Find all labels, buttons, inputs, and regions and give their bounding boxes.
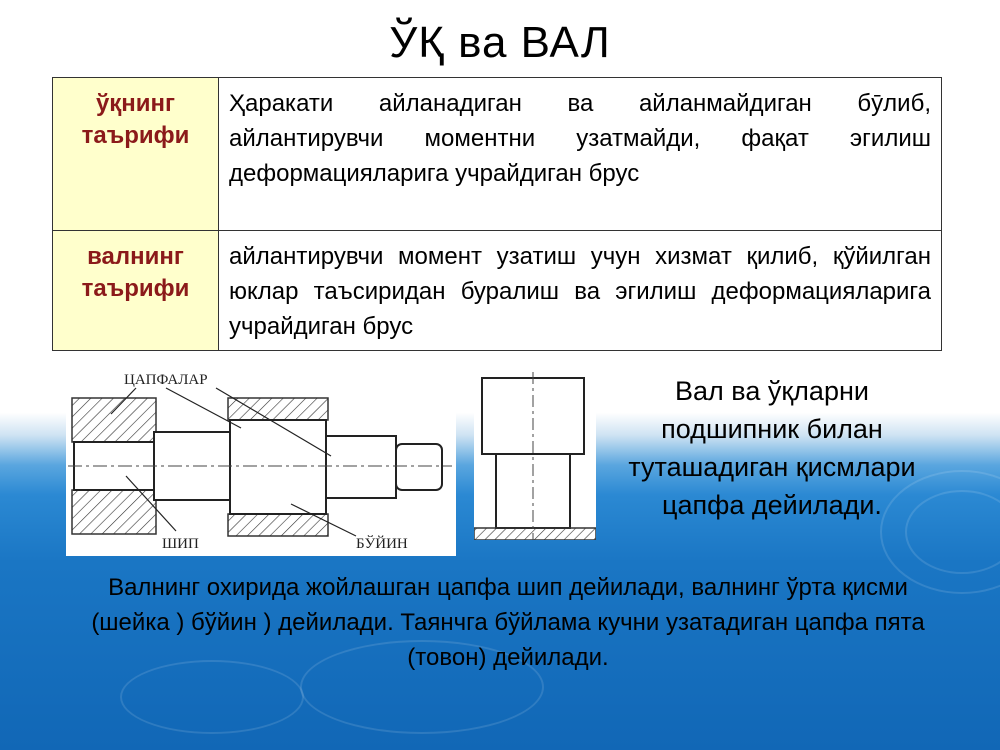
- table-row: [53, 78, 942, 231]
- shaft-drawing-svg: [66, 366, 456, 556]
- shaft-step: [326, 436, 396, 498]
- page-title: ЎҚ ва ВАЛ: [389, 18, 611, 67]
- bottom-note: Валнинг охирида жойлашган цапфа шип дейилади, валнинг ўрта қисми (шейка ) бўйин ) дейилади. Таянчга бўйлама кучни узатадиган цапфа пята (товон) дейилади.: [91, 574, 925, 671]
- definition-cell: Ҳаракати айланадиган ва айланмайдиган бӯлиб, айлантирувчи моментни узатмайди, фақат эгилиш деформацияларига учрайдиган брус: [219, 78, 942, 231]
- shaft-drawing: [66, 366, 456, 556]
- journal-support: [474, 528, 596, 540]
- middle-bearing-top: [228, 398, 328, 420]
- thrust-journal-svg: [474, 372, 596, 540]
- table-row: [53, 231, 942, 351]
- shaft-neck-section: [230, 420, 326, 514]
- definition-cell: айлантирувчи момент узатиш учун хизмат қилиб, қўйилган юклар таъсиридан буралиш ва эгилиш деформацияларига учрайдиган брус: [219, 231, 942, 351]
- left-bearing-bottom: [72, 490, 156, 534]
- label-neck: БЎЙИН: [356, 536, 408, 552]
- side-note: Вал ва ўқларни подшипник билан туташадиган қисмлари цапфа дейилади.: [628, 376, 916, 520]
- label-pin: ШИП: [162, 536, 199, 552]
- definitions-table: [52, 77, 942, 351]
- label-journals: ЦАПФАЛАР: [124, 372, 208, 388]
- middle-bearing-bottom: [228, 514, 328, 536]
- term-cell: ўқнинг таърифи: [53, 78, 219, 231]
- shaft-end: [396, 444, 442, 490]
- term-cell: валнинг таърифи: [53, 231, 219, 351]
- thrust-journal-drawing: [474, 372, 596, 540]
- left-bearing-top: [72, 398, 156, 442]
